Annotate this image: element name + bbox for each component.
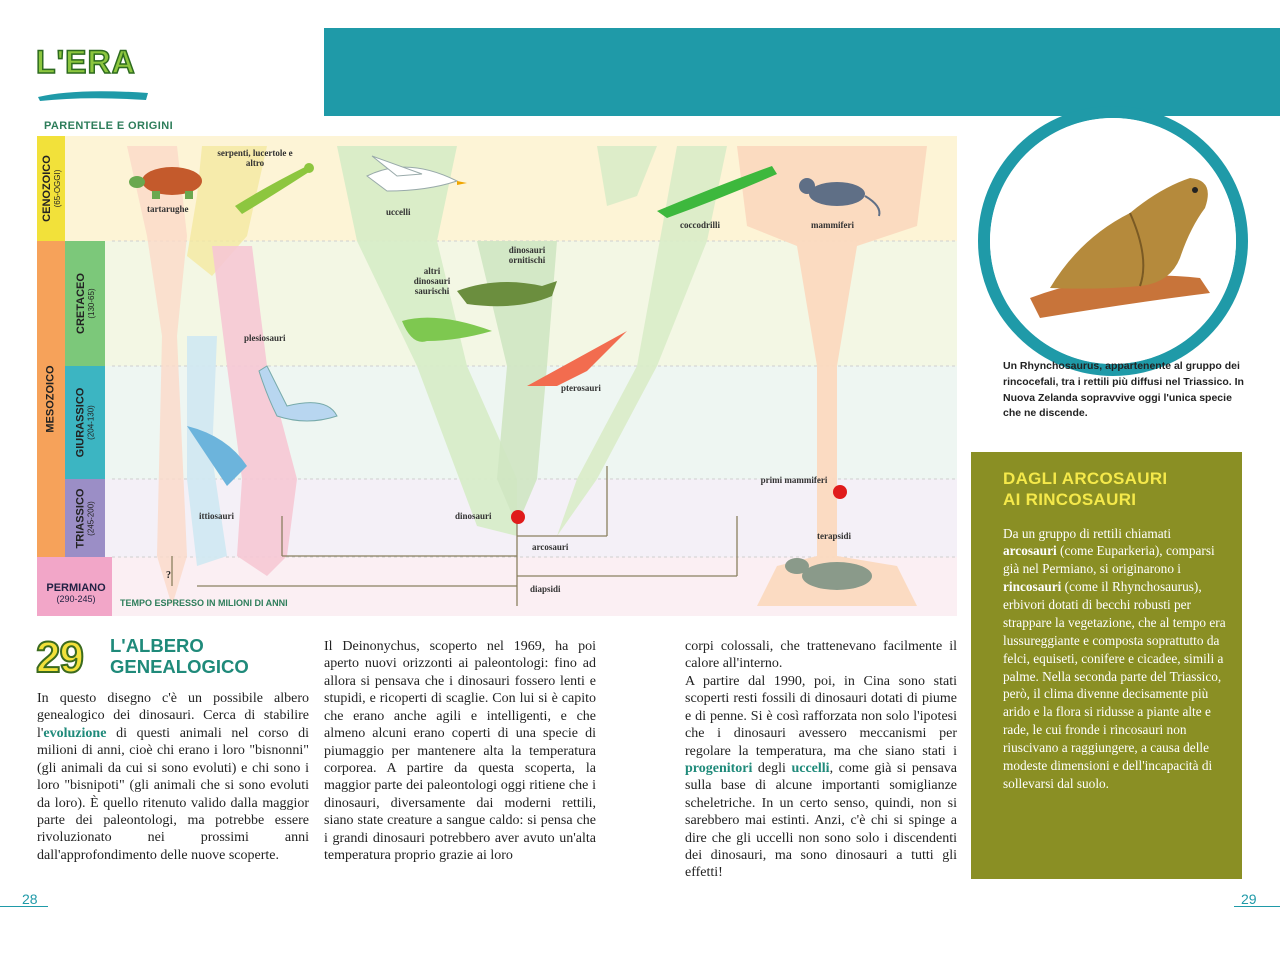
keyword-progenitori: progenitori	[685, 760, 753, 776]
mammals-origin-dot	[833, 485, 847, 499]
chapter-title: L'ERA	[36, 44, 136, 80]
sidebar-box	[971, 452, 1242, 879]
keyword-arcosauri: arcosauri	[1003, 543, 1057, 559]
body-column-1: In questo disegno c'è un possibile albero genealogico dei dinosauri. Cerca di stabilire l'evoluzione di questi animali nel corso di milioni di anni, cioè chi erano i loro "bisnonni" (gli animali da cui si sono evoluti) e chi sono i loro "bisnipoti" (gli animali che si sono evoluti da loro). È quello ritenuto valido dalla maggior parte dei paleontologi, ma potrebbe essere rivoluzionato nei prossimi anni dall'approfondimento delle nuove scoperte.	[37, 691, 309, 863]
family-tree-diagram	[37, 136, 957, 616]
period-cenozoico: CENOZOICO (65-OGGI)	[37, 136, 65, 241]
photo-caption: Un Rhynchosaurus, appartenente al gruppo dei rincocefali, tra i rettili più diffusi nel Triassico. In Nuova Zelanda sopravvive oggi l'unica specie che ne discende.	[1003, 360, 1244, 420]
section-number: 29	[36, 633, 83, 682]
label-saurischi: altri dinosauri saurischi	[413, 266, 451, 296]
label-uccelli: uccelli	[386, 207, 411, 217]
title-brush-underline	[36, 88, 150, 102]
keyword-evoluzione: evoluzione	[43, 725, 107, 741]
sidebar-text: Da un gruppo di rettili chiamati arcosauri (come Euparkeria), comparsi già nel Permiano, si originarono i rincosauri (come il Rhynchosaurus), erbivori dotati di becchi robusti per strappare la vegetazione, che al tempo era lussureggiante e composta soprattutto da felci, equiseti, conifere e cicadee, simili a palme. Nella seconda parte del Triassico, però, il clima divenne decisamente più arido e la flora si ridusse a piante alte e rade, le cui fronde i rincosauri non riuscivano a raggiungere, a causa delle modeste dimensioni e dell'incapacità di sollevarsi dal suolo.	[1003, 525, 1226, 791]
body-column-2: Il Deinonychus, scoperto nel 1969, ha poi aperto nuovi orizzonti ai paleontologi: fino ad allora si pensava che i dinosauri fossero lenti e stupidi, e ricoperti di scaglie. Con lui si è capito che erano anche agili e intelligenti, e che almeno alcuni erano coperti di una specie di piumaggio per mantenere alta la temperatura corporea. A partire da questa scoperta, la maggior parte dei paleontologi oggi ritiene che i dinosauri, diversamente dai moderni rettili, siano state creature a sangue caldo: si pensa che i grandi dinosauri potrebbero aver avuto un'alta temperatura proprio grazie ai loro	[324, 639, 596, 864]
label-pterosauri: pterosauri	[561, 383, 601, 393]
page-number-left: 28	[22, 891, 38, 907]
keyword-rincosauri: rincosauri	[1003, 579, 1062, 595]
rhynchosaurus-illustration	[990, 118, 1236, 364]
body-column-3: corpi colossali, che trattenevano facilmente il calore all'interno. A partire dal 1990, poi, in Cina sono stati scoperti resti fossili di dinosauri dotati di piume e di penne. Si è così rafforzata non solo l'ipotesi che i dinosauri avessero meccanismi per regolare la temperatura, ma che siano stati i progenitori degli uccelli, come già si pensava sulla base di alcune importanti somiglianze scheletriche. In un certo senso, quindi, non si sarebbero mai estinti. Anzi, c'è chi si spinge a dire che gli uccelli non sono solo i discendenti dei dinosauri, ma sono dinosauri a tutti gli effetti!	[685, 639, 957, 881]
label-serpenti: serpenti, lucertole e altro	[217, 148, 293, 168]
period-permiano: PERMIANO (290-245)	[46, 582, 106, 604]
rhynchosaurus-photo	[978, 106, 1248, 376]
period-mesozoico: MESOZOICO	[37, 241, 65, 557]
label-plesiosauri: plesiosauri	[244, 333, 286, 343]
page-number-right: 29	[1241, 891, 1257, 907]
dinosauri-origin-dot	[511, 510, 525, 524]
keyword-uccelli: uccelli	[791, 760, 830, 776]
section-title: L'ALBERO GENEALOGICO	[110, 635, 249, 677]
tree-heading: PARENTELE E ORIGINI	[44, 120, 174, 132]
time-scale-note: TEMPO ESPRESSO IN MILIONI DI ANNI	[120, 598, 288, 608]
label-arcosauri: arcosauri	[532, 542, 569, 552]
unknown-origin-mark: ?	[166, 570, 171, 581]
period-cretaceo: CRETACEO (130-65)	[65, 241, 105, 366]
label-mammiferi: mammiferi	[811, 220, 854, 230]
label-tartarughe: tartarughe	[147, 204, 189, 214]
period-giurassico: GIURASSICO (204-130)	[65, 366, 105, 479]
label-coccodrilli: coccodrilli	[680, 220, 720, 230]
sidebar-title: DAGLI ARCOSAURI AI RINCOSAURI	[1003, 469, 1168, 510]
header-band	[324, 28, 1280, 116]
label-ittiosauri: ittiosauri	[199, 511, 234, 521]
period-triassico: TRIASSICO (245-200)	[65, 479, 105, 557]
label-diapsidi: diapsidi	[530, 584, 561, 594]
label-primi-mammiferi: primi mammiferi	[760, 475, 828, 485]
label-terapsidi: terapsidi	[817, 531, 852, 541]
label-ornitischi: dinosauri ornitischi	[508, 245, 546, 265]
label-dinosauri: dinosauri	[455, 511, 492, 521]
